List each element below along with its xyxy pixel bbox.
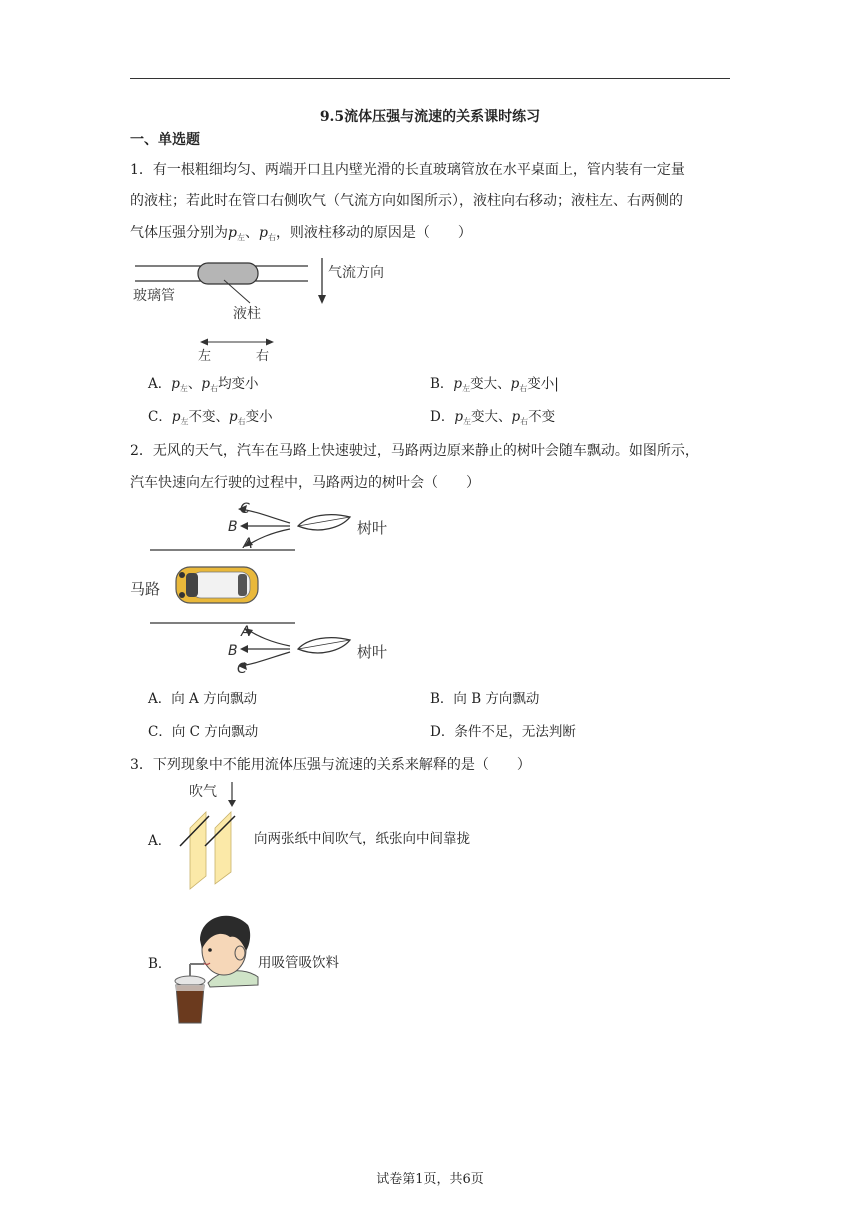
leaf-icon <box>298 515 350 530</box>
q2-line-1: 2．无风的天气，汽车在马路上快速驶过，马路两边原来静止的树叶会随车飘动。如图所示， <box>130 443 699 459</box>
q2-option-c[interactable]: C．向 C 方向飘动 <box>148 724 259 740</box>
header-rule <box>130 78 730 79</box>
leaf-icon <box>298 638 350 653</box>
q3-option-b[interactable]: B． <box>148 956 172 972</box>
top-label-a: A <box>243 536 253 552</box>
blow-label: 吹气 <box>189 784 217 800</box>
q2-road-figure <box>130 495 410 680</box>
top-leaf-label: 树叶 <box>357 519 388 537</box>
bottom-label-c: C <box>237 661 247 677</box>
q1-option-a[interactable]: A．$p_左$、$p_右$均变小 <box>148 376 259 393</box>
q2-option-d[interactable]: D．条件不足，无法判断 <box>430 724 576 740</box>
q3-option-a-text: 向两张纸中间吹气，纸张向中间靠拢 <box>254 831 470 847</box>
bottom-leaf-label: 树叶 <box>357 643 388 661</box>
q2-option-a[interactable]: A．向 A 方向飘动 <box>148 691 258 707</box>
q2-option-b[interactable]: B．向 B 方向飘动 <box>430 691 540 707</box>
liquid-column <box>198 263 258 284</box>
q1-option-d[interactable]: D．$p_左$变大、$p_右$不变 <box>430 409 556 426</box>
q3-option-b-text: 用吸管吸饮料 <box>258 955 339 971</box>
tube-label: 玻璃管 <box>133 288 175 304</box>
blowing-paper-figure <box>175 776 255 891</box>
q1-line-3: 气体压强分别为$p_左$、$p_右$，则液柱移动的原因是（ ） <box>130 225 472 242</box>
q1-tube-figure <box>130 250 400 365</box>
page-title: 9.5流体压强与流速的关系课时练习 <box>319 109 541 125</box>
top-label-b: B <box>228 519 238 535</box>
road-label: 马路 <box>130 580 161 598</box>
page-footer: 试卷第1页，共6页 <box>376 1172 484 1187</box>
bottom-label-b: B <box>228 643 238 659</box>
left-label: 左 <box>198 349 212 364</box>
car-icon <box>176 567 258 603</box>
liquid-label: 液柱 <box>233 306 261 322</box>
q1-line-2: 的液柱；若此时在管口右侧吹气（气流方向如图所示），液柱向右移动；液柱左、右两侧的 <box>130 193 683 209</box>
q2-line-2: 汽车快速向左行驶的过程中，马路两边的树叶会（ ） <box>130 475 480 491</box>
straw-drink-figure <box>170 905 260 1027</box>
q3-option-a[interactable]: A． <box>148 833 172 849</box>
right-label: 右 <box>256 349 270 364</box>
q1-option-c[interactable]: C．$p_左$不变、$p_右$变小 <box>148 409 273 426</box>
top-label-c: C <box>240 501 250 517</box>
q1-line-1: 1．有一根粗细均匀、两端开口且内壁光滑的长直玻璃管放在水平桌面上，管内装有一定量 <box>130 162 685 178</box>
airflow-label: 气流方向 <box>328 265 384 281</box>
q1-option-b[interactable]: B．$p_左$变大、$p_右$变小| <box>430 376 559 393</box>
q3-line-1: 3．下列现象中不能用流体压强与流速的关系来解释的是（ ） <box>130 757 531 773</box>
section-heading: 一、单选题 <box>130 132 200 148</box>
bottom-label-a: A <box>241 624 251 640</box>
